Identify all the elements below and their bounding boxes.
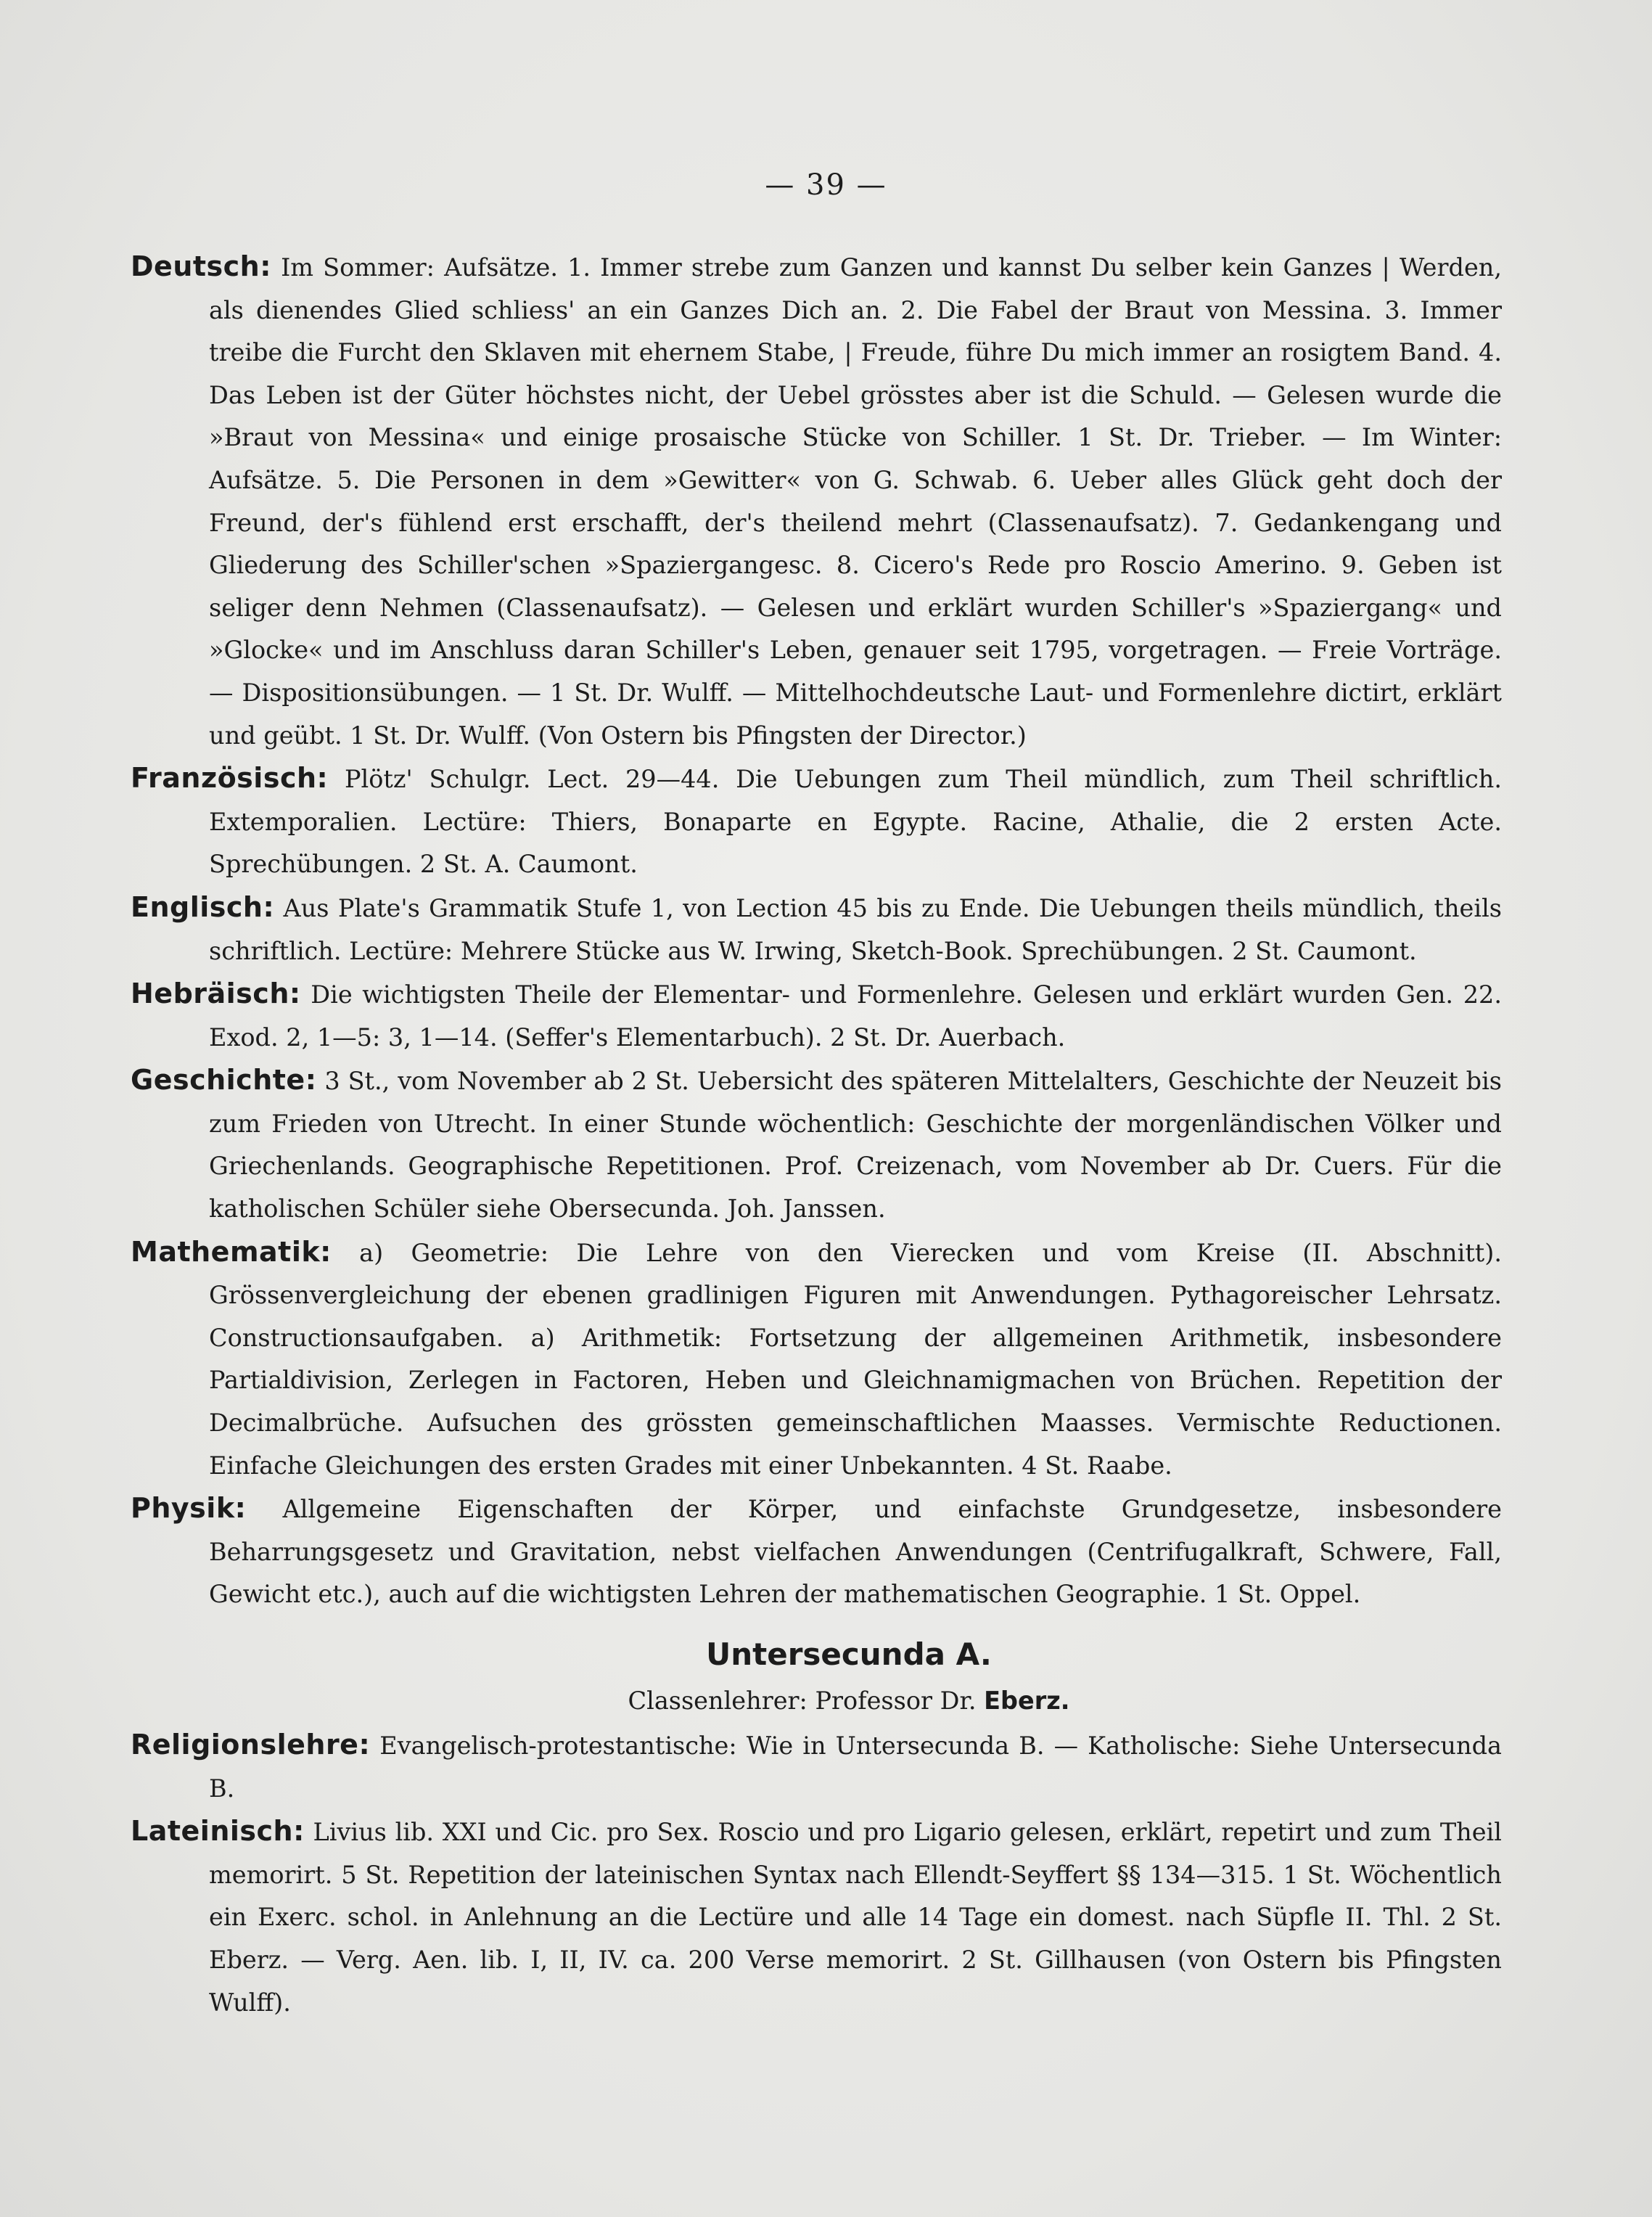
entry-text: Evangelisch-protestantische: Wie in Untersecunda B. — Katholische: Siehe Untersecunda B. <box>209 1732 1502 1803</box>
entry-religionslehre <box>131 1724 1502 1810</box>
entry-text: Die wichtigsten Theile der Elementar- und Formenlehre. Gelesen und erklärt wurden Gen. 22. Exod. 2, 1—5: 3, 1—14. (Seffer's Elementarbuch). 2 St. Dr. Auerbach. <box>209 980 1502 1052</box>
subject-heading: Hebräisch: <box>131 978 301 1010</box>
subject-heading: Deutsch: <box>131 250 271 282</box>
subject-heading: Mathematik: <box>131 1235 332 1268</box>
subject-heading: Religionslehre: <box>131 1729 371 1761</box>
entry-hebraeisch <box>131 972 1502 1059</box>
entry-text: a) Geometrie: Die Lehre von den Vierecken und vom Kreise (II. Abschnitt). Grössenvergleichung der ebenen gradlinigen Figuren mit Anwendungen. Pythagoreischer Lehrsatz. Constructionsaufgaben. a) Arithmetik: Fortsetzung der allgemeinen Arithmetik, insbesondere Partialdivision, Zerlegen in Factoren, Heben und Gleichnamigmachen von Brüchen. Repetition der Decimalbrüche. Aufsuchen des grössten gemeinschaftlichen Maasses. Vermischte Reductionen. Einfache Gleichungen des ersten Grades mit einer Unbekannten. 4 St. Raabe. <box>209 1238 1502 1480</box>
entry-lateinisch <box>131 1810 1502 2024</box>
section-title: Untersecunda A. <box>706 1636 992 1672</box>
entry-text: Aus Plate's Grammatik Stufe 1, von Lection 45 bis zu Ende. Die Uebungen theils mündlich, theils schriftlich. Lectüre: Mehrere Stücke aus W. Irwing, Sketch-Book. Sprechübungen. 2 St. Caumont. <box>209 893 1502 965</box>
subject-heading: Lateinisch: <box>131 1815 305 1848</box>
entry-text: Allgemeine Eigenschaften der Körper, und einfachste Grundgesetze, insbesondere Beharrungsgesetz und Gravitation, nebst vielfachen Anwendungen (Centrifugalkraft, Schwere, Fall, Gewicht etc.), auch auf die wichtigsten Lehren der mathematischen Geographie. 1 St. Oppel. <box>209 1495 1502 1609</box>
subject-heading: Englisch: <box>131 890 275 923</box>
entry-mathematik <box>131 1231 1502 1488</box>
subject-heading: Physik: <box>131 1492 247 1525</box>
entry-text: Plötz' Schulgr. Lect. 29—44. Die Uebungen zum Theil mündlich, zum Theil schriftlich. Extemporalien. Lectüre: Thiers, Bonaparte en Egypte. Racine, Athalie, die 2 ersten Acte. Sprechübungen. 2 St. A. Caumont. <box>209 765 1502 879</box>
page-number: — 39 — <box>765 168 887 202</box>
entry-geschichte <box>131 1059 1502 1230</box>
subject-heading: Französisch: <box>131 762 329 795</box>
entry-text: Im Sommer: Aufsätze. 1. Immer strebe zum Ganzen und kannst Du selber kein Ganzes | Werden, als dienendes Glied schliess' an ein Ganzes Dich an. 2. Die Fabel der Braut von Messina. 3. Immer treibe die Furcht den Sklaven mit ehernem Stabe, | Freude, führe Du mich immer an rosigtem Band. 4. Das Leben ist der Güter höchstes nicht, der Uebel grösstes aber ist die Schuld. — Gelesen wurde die »Braut von Messina« und einige prosaische Stücke von Schiller. 1 St. Dr. Trieber. — Im Winter: Aufsätze. 5. Die Personen in dem »Gewitter« von G. Schwab. 6. Ueber alles Glück geht doch der Freund, der's fühlend erst erschafft, der's theilend mehrt (Classenaufsatz). 7. Gedankengang und Gliederung des Schiller'schen »Spaziergangesc. 8. Cicero's Rede pro Roscio Amerino. 9. Geben ist seliger denn Nehmen (Classenaufsatz). — Gelesen und erklärt wurden Schiller's »Spaziergang« und »Glocke« und im Anschluss daran Schiller's Leben, genauer seit 1795, vorgetragen. — Freie Vorträge. — Dispositionsübungen. — 1 St. Dr. Wulff. — Mittelhochdeutsche Laut- und Formenlehre dictirt, erklärt und geübt. 1 St. Dr. Wulff. (Von Ostern bis Pfingsten der Director.) <box>209 253 1502 750</box>
subject-heading: Geschichte: <box>131 1064 317 1097</box>
page-content <box>131 245 1502 2024</box>
entry-text: Livius lib. XXI und Cic. pro Sex. Roscio und pro Ligario gelesen, erklärt, repetirt und zum Theil memorirt. 5 St. Repetition der lateinischen Syntax nach Ellendt-Seyffert §§ 134—315. 1 St. Wöchentlich ein Exerc. schol. in Anlehnung an die Lectüre und alle 14 Tage ein domest. nach Süpfle II. Thl. 2 St. Eberz. — Verg. Aen. lib. I, II, IV. ca. 200 Verse memorirt. 2 St. Gillhausen (von Ostern bis Pfingsten Wulff). <box>209 1818 1502 2017</box>
entry-physik <box>131 1487 1502 1616</box>
entry-franzoesisch <box>131 757 1502 886</box>
entry-text: 3 St., vom November ab 2 St. Uebersicht des späteren Mittelalters, Geschichte der Neuzeit bis zum Frieden von Utrecht. In einer Stunde wöchentlich: Geschichte der morgenländischen Völker und Griechenlands. Geographische Repetitionen. Prof. Creizenach, vom November ab Dr. Cuers. Für die katholischen Schüler siehe Obersecunda. Joh. Janssen. <box>209 1067 1502 1224</box>
class-teacher-line <box>131 1680 1502 1722</box>
class-teacher-label: Classenlehrer: Professor Dr. <box>628 1687 977 1715</box>
entry-englisch <box>131 886 1502 972</box>
class-teacher-name: Eberz. <box>984 1687 1070 1715</box>
entry-deutsch <box>131 245 1502 757</box>
